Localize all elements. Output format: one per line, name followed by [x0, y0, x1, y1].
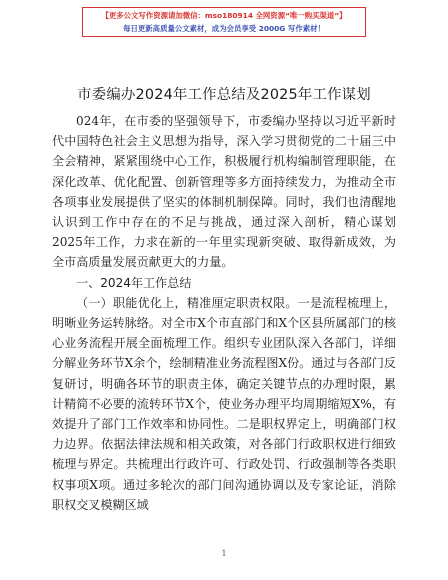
page-number: 1: [221, 549, 227, 558]
document-title: 市委编办2024年工作总结及2025年工作谋划: [77, 87, 371, 103]
promo-banner: [82, 7, 366, 37]
section-heading: 一、2024年工作总结: [76, 275, 192, 290]
intro-paragraph: 024年，在市委的坚强领导下，市委编办坚持以习近平新时代中国特色社会主义思想为指导，深入学习贯彻党的二十届三中全会精神，紧紧围绕中心工作，积极履行机构编制管理职能，在深化改革、优化配置、创新管理等多方面持续发力，为推动全市各项事业发展提供了坚实的体制机制保障。同时，我们也清醒地认识到工作中存在的不足与挑战，通过深入剖析，精心谋划2025年工作，力求在新的一年里实现新突破、取得新成效，为全市高质量发展贡献更大的力量。: [52, 114, 396, 270]
document-body: [52, 111, 396, 515]
section-paragraph: （一）职能优化上，精准厘定职责权限。一是流程梳理上，明晰业务运转脉络。对全市X个市直部门和X个区县所属部门的核心业务流程开展全面梳理工作。组织专业团队深入各部门，详细分解业务环节X余个，绘制精准业务流程图X份。通过与各部门反复研讨，明确各环节的职责主体，确定关键节点的办理时限，累计精简不必要的流转环节X个，使业务办理平均周期缩短X%，有效提升了部门工作效率和协同性。二是职权界定上，明确部门权力边界。依据法律法规和相关政策，对各部门行政职权进行细致梳理与界定。共梳理出行政许可、行政处罚、行政强制等各类职权事项X项。通过多轮次的部门间沟通协调以及专家论证，消除职权交叉模糊区域: [52, 295, 396, 512]
promo-banner-line2: 每日更新高质量公文素材，成为会员享受 2000G 写作素材！: [123, 24, 325, 33]
promo-banner-line1: 【更多公文写作资源请加微信：mso180914 全网资源“唯一购买渠道”】: [101, 11, 347, 20]
